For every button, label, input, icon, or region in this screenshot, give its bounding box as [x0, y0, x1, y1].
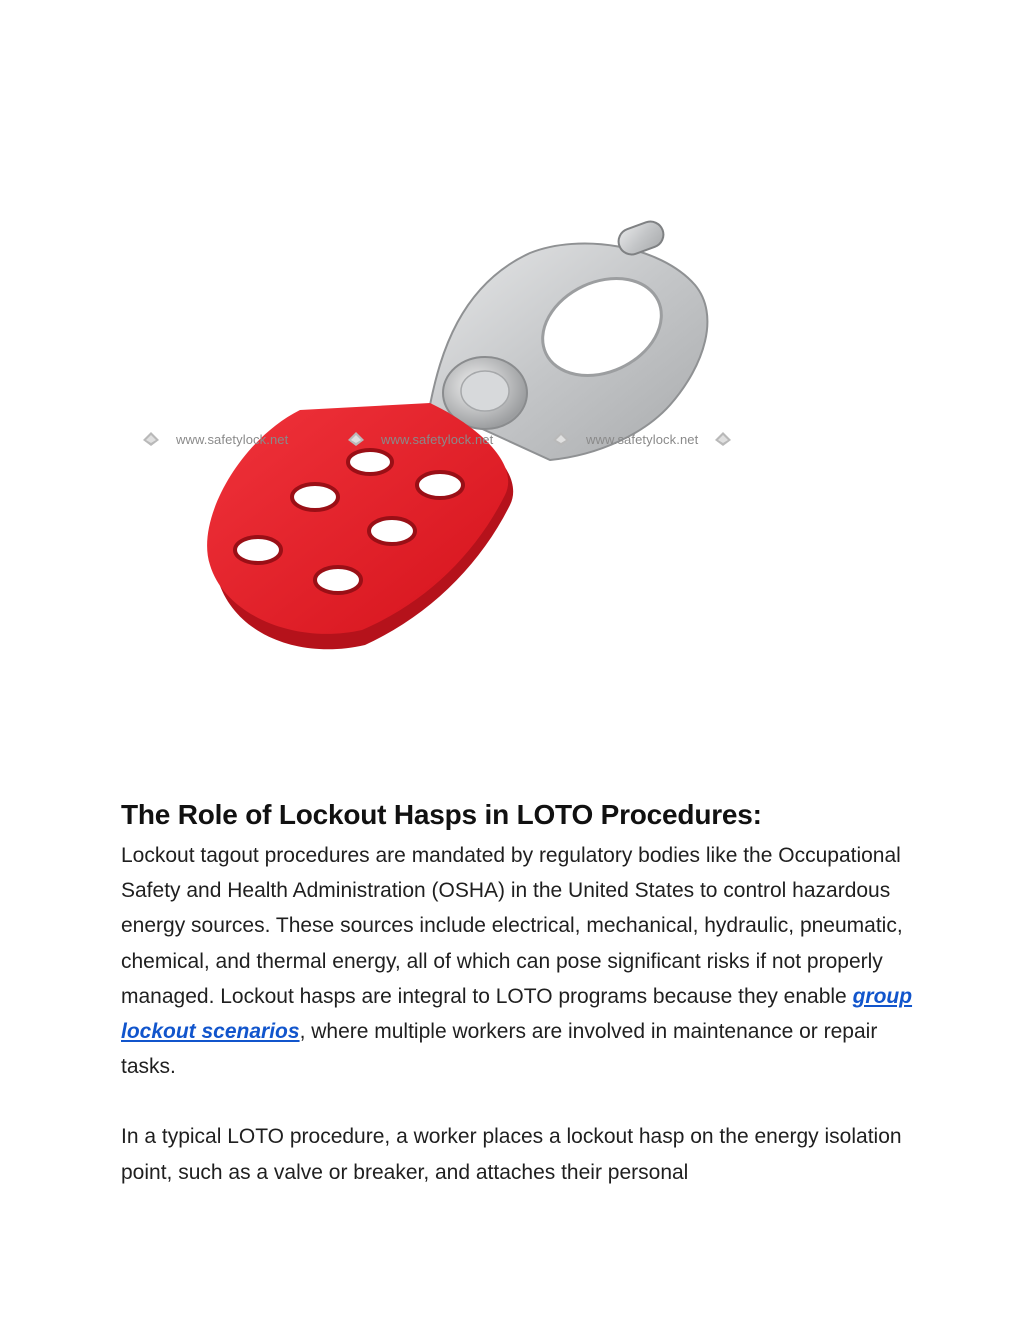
paragraph-1 — [121, 838, 921, 1084]
paragraph-2: In a typical LOTO procedure, a worker places a lockout hasp on the energy isolation point, such as a valve or breaker, and attaches their personal — [121, 1125, 902, 1184]
safetylock-logo-icon — [550, 428, 572, 450]
safetylock-logo-icon — [140, 428, 162, 450]
article — [121, 792, 921, 1190]
watermark-text: www.safetylock.net — [381, 431, 494, 447]
watermark-text: www.safetylock.net — [176, 431, 289, 447]
watermark-3 — [550, 428, 734, 450]
watermark-text: www.safetylock.net — [586, 431, 699, 447]
paragraph-1-text-end: , where multiple workers are involved in maintenance or repair tasks. — [121, 1020, 878, 1079]
safetylock-logo-icon — [345, 428, 367, 450]
safetylock-logo-icon — [712, 428, 734, 450]
group-lockout-link[interactable]: group lockout scenarios — [121, 984, 913, 1044]
section-heading: The Role of Lockout Hasps in LOTO Procedures: — [121, 799, 762, 830]
paragraph-1-text: Lockout tagout procedures are mandated by regulatory bodies like the Occupational Safety and Health Administration (OSHA) in the United States to control hazardous energy sources. These sources include electrical, mechanical, hydraulic, pneumatic, chemical, and thermal energy, all of which can pose significant risks if not properly managed. Lockout hasps are integral to LOTO programs because they enable — [121, 844, 903, 1008]
watermark-2 — [345, 428, 493, 450]
watermark-1 — [140, 428, 288, 450]
